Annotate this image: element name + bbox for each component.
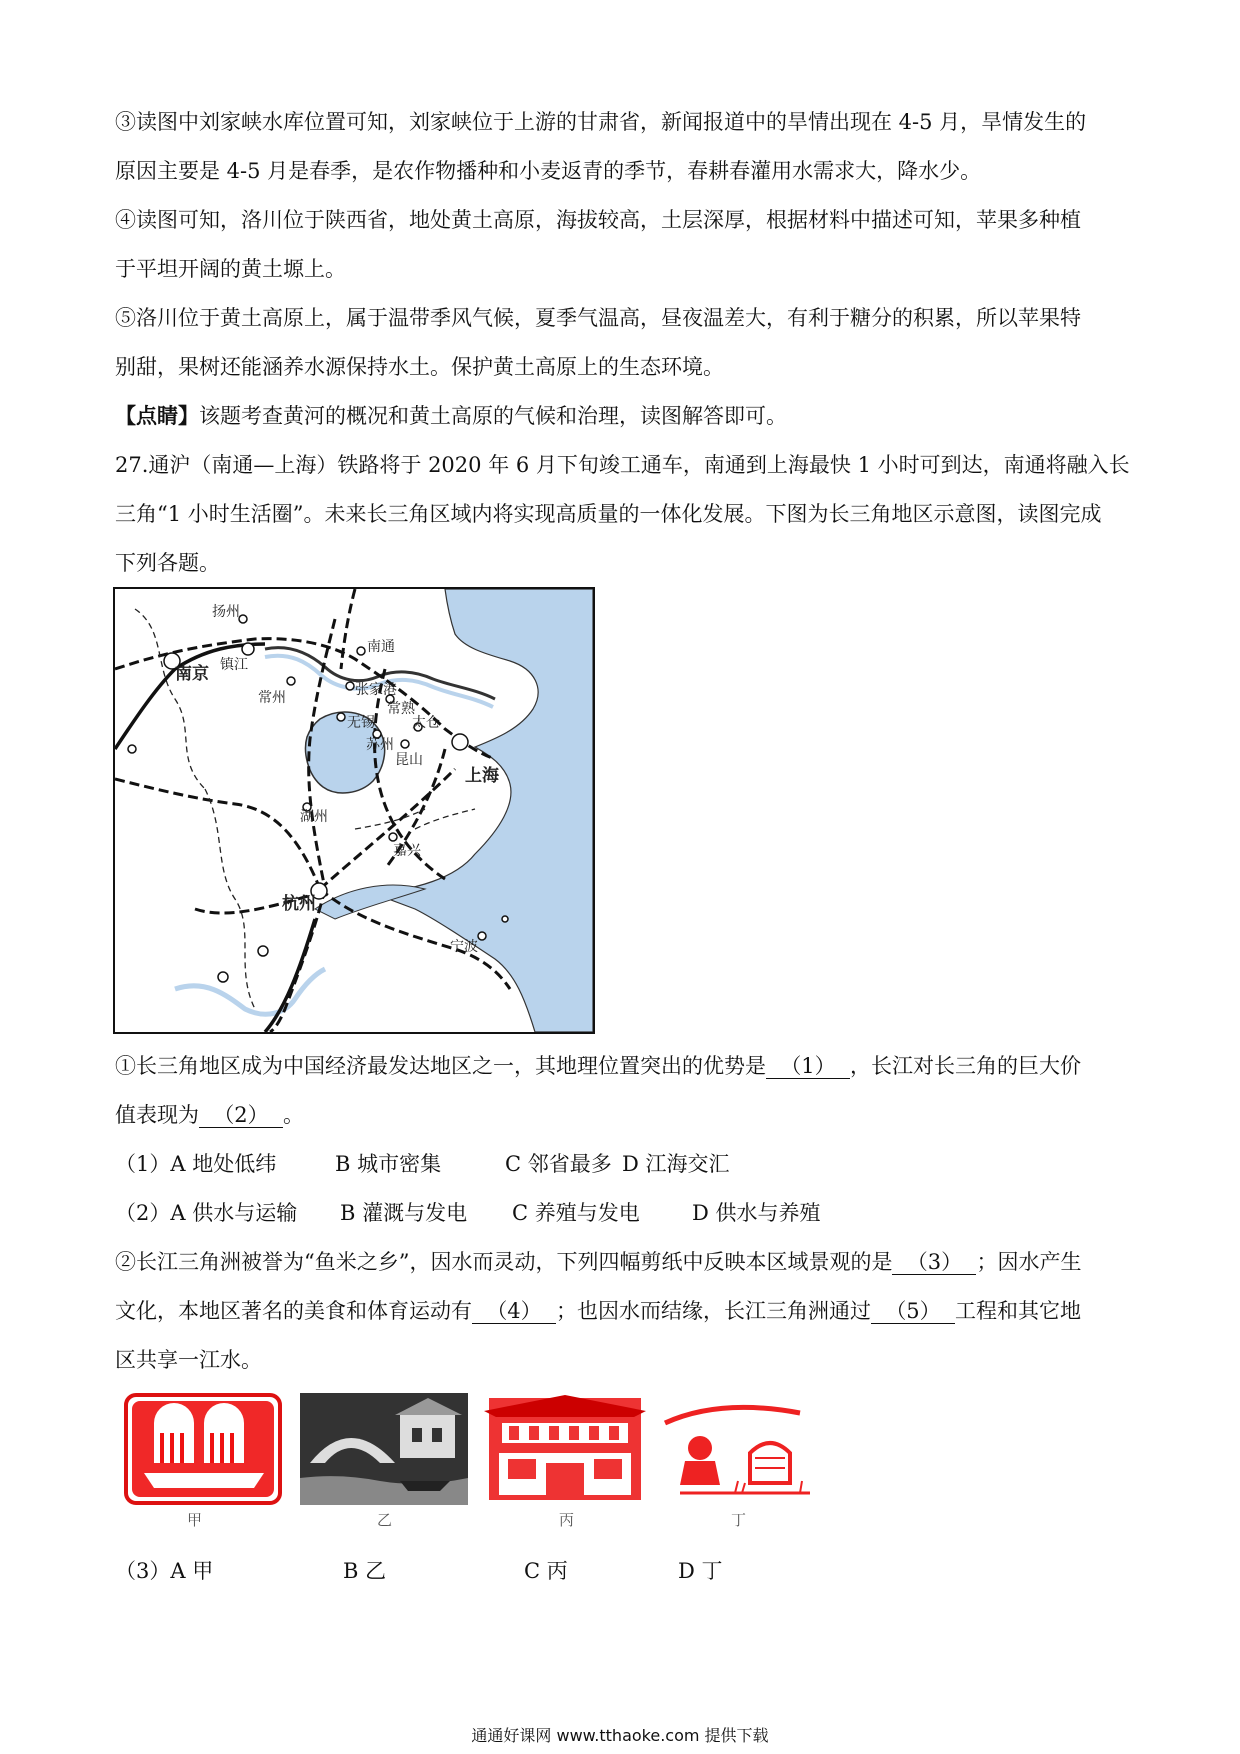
point-text: 该题考查黄河的概况和黄土高原的气候和治理，读图解答即可。 (199, 404, 787, 428)
city-dot-south-1 (258, 946, 268, 956)
page-footer: 通通好课网 www.tthaoke.com 提供下载 (471, 1726, 769, 1745)
answer-blank-4[interactable]: （4） (472, 1299, 556, 1324)
option-3b[interactable]: B 乙 (343, 1559, 387, 1583)
city-dot-wuxi (337, 713, 345, 721)
map-label-nanjing: 南京 (175, 664, 209, 684)
sub-question-2-text-e: 工程和其它地 (955, 1299, 1081, 1323)
papercut-caption-jia: 甲 (187, 1511, 203, 1529)
option-2a[interactable]: （2）A 供水与运输 (115, 1201, 298, 1225)
map-label-yangzhou: 扬州 (212, 604, 240, 620)
question-27-line-3: 下列各题。 (115, 551, 220, 575)
sub-question-2-line-2 (115, 1295, 1081, 1325)
option-1a[interactable]: （1）A 地处低纬 (115, 1152, 277, 1176)
map-label-zhangjiagang: 张家港 (355, 682, 397, 698)
option-3c[interactable]: C 丙 (524, 1559, 568, 1583)
map-label-hangzhou: 杭州 (282, 894, 316, 914)
sub-question-2-line-3: 区共享一江水。 (115, 1348, 262, 1372)
map-label-changzhou: 常州 (258, 690, 286, 706)
option-2b[interactable]: B 灌溉与发电 (340, 1201, 468, 1225)
option-3a[interactable]: （3）A 甲 (115, 1559, 214, 1583)
point-note (115, 400, 787, 430)
map-label-huzhou: 湖州 (300, 809, 328, 825)
city-dot-zhangjiagang (346, 682, 354, 690)
city-dot-jiaxing (389, 833, 397, 841)
river-south (175, 969, 325, 1014)
city-dot-zhenjiang (242, 643, 254, 655)
answer-blank-3[interactable]: （3） (892, 1250, 976, 1275)
question-27-line-2: 三角“1 小时生活圈”。未来长三角区域内将实现高质量的一体化发展。下图为长三角地区示意图，读图完成 (115, 502, 1102, 526)
map-label-shanghai: 上海 (465, 766, 499, 786)
city-dot-yangzhou (239, 615, 247, 623)
option-3d[interactable]: D 丁 (678, 1559, 723, 1583)
map-label-taicang: 太仓 (412, 715, 440, 731)
sub-question-1-text-a: ①长三角地区成为中国经济最发达地区之一，其地理位置突出的优势是 (115, 1054, 766, 1078)
papercut-ding (660, 1393, 812, 1505)
answer-5-line-2: 别甜，果树还能涵养水源保持水土。保护黄土高原上的生态环境。 (115, 355, 724, 379)
sub-question-1-line-1 (115, 1050, 1081, 1080)
sub-question-2-text-d: ；也因水而结缘，长江三角洲通过 (556, 1299, 871, 1323)
city-dot-shanghai (452, 734, 468, 750)
papercut-bing (484, 1393, 646, 1505)
answer-blank-5[interactable]: （5） (871, 1299, 955, 1324)
papercut-caption-bing: 丙 (559, 1511, 575, 1529)
sub-question-2-text-c: 文化，本地区著名的美食和体育运动有 (115, 1299, 472, 1323)
sea-area (375, 589, 593, 1032)
map-label-changshu: 常熟 (387, 701, 415, 717)
sub-question-1-text-c: 值表现为 (115, 1103, 199, 1127)
sub-question-1-text-d: 。 (283, 1103, 304, 1127)
papercut-yi (300, 1393, 468, 1505)
answer-blank-2[interactable]: （2） (199, 1103, 283, 1128)
yangtze-delta-map (113, 587, 595, 1034)
boundary-3 (415, 809, 475, 829)
boundary-2 (205, 789, 255, 1009)
city-dot-kunshan (401, 740, 409, 748)
option-2c[interactable]: C 养殖与发电 (512, 1201, 640, 1225)
city-dot-south-2 (218, 972, 228, 982)
answer-blank-1[interactable]: （1） (766, 1054, 850, 1079)
map-label-kunshan: 昆山 (395, 752, 423, 768)
papercut-jia (124, 1393, 282, 1505)
answer-3-line-1: ③读图中刘家峡水库位置可知，刘家峡位于上游的甘肃省，新闻报道中的旱情出现在 4-5 月，旱情发生的 (115, 110, 1087, 134)
option-2d[interactable]: D 供水与养殖 (692, 1201, 821, 1225)
city-dot-changzhou (287, 677, 295, 685)
map-label-wuxi: 无锡 (347, 715, 375, 731)
map-svg (115, 589, 593, 1032)
sub-question-2-text-a: ②长江三角洲被誉为“鱼米之乡”，因水而灵动，下列四幅剪纸中反映本区域景观的是 (115, 1250, 893, 1274)
city-dot-west (128, 745, 136, 753)
city-dot-east (502, 916, 508, 922)
option-1b[interactable]: B 城市密集 (335, 1152, 442, 1176)
map-label-zhenjiang: 镇江 (220, 657, 248, 673)
sub-question-2-line-1 (115, 1246, 1081, 1276)
sub-question-1-line-2 (115, 1099, 304, 1129)
map-label-ningbo: 宁波 (450, 939, 478, 955)
city-dot-nantong (357, 647, 365, 655)
point-tag: 【点睛】 (115, 403, 199, 428)
map-label-suzhou: 苏州 (366, 737, 394, 753)
answer-3-line-2: 原因主要是 4-5 月是春季，是农作物播种和小麦返青的季节，春耕春灌用水需求大，降水少。 (115, 159, 982, 183)
papercut-caption-ding: 丁 (731, 1511, 747, 1529)
map-label-jiaxing: 嘉兴 (393, 843, 421, 859)
option-1c[interactable]: C 邻省最多 (505, 1152, 612, 1176)
answer-5-line-1: ⑤洛川位于黄土高原上，属于温带季风气候，夏季气温高，昼夜温差大，有利于糖分的积累，所以苹果特 (115, 306, 1081, 330)
option-1d[interactable]: D 江海交汇 (622, 1152, 730, 1176)
map-label-nantong: 南通 (367, 639, 395, 655)
city-dot-ningbo (478, 932, 486, 940)
question-27-line-1: 27.通沪（南通—上海）铁路将于 2020 年 6 月下旬竣工通车，南通到上海最快 1 小时可到达，南通将融入长 (115, 453, 1130, 477)
answer-4-line-2: 于平坦开阔的黄土塬上。 (115, 257, 346, 281)
boundary-1 (135, 609, 205, 789)
answer-4-line-1: ④读图可知，洛川位于陕西省，地处黄土高原，海拔较高，土层深厚，根据材料中描述可知，苹果多种植 (115, 208, 1081, 232)
sub-question-2-text-b: ；因水产生 (976, 1250, 1082, 1274)
railway-6 (115, 779, 320, 889)
papercut-caption-yi: 乙 (377, 1511, 393, 1529)
sub-question-1-text-b: ，长江对长三角的巨大价 (850, 1054, 1081, 1078)
